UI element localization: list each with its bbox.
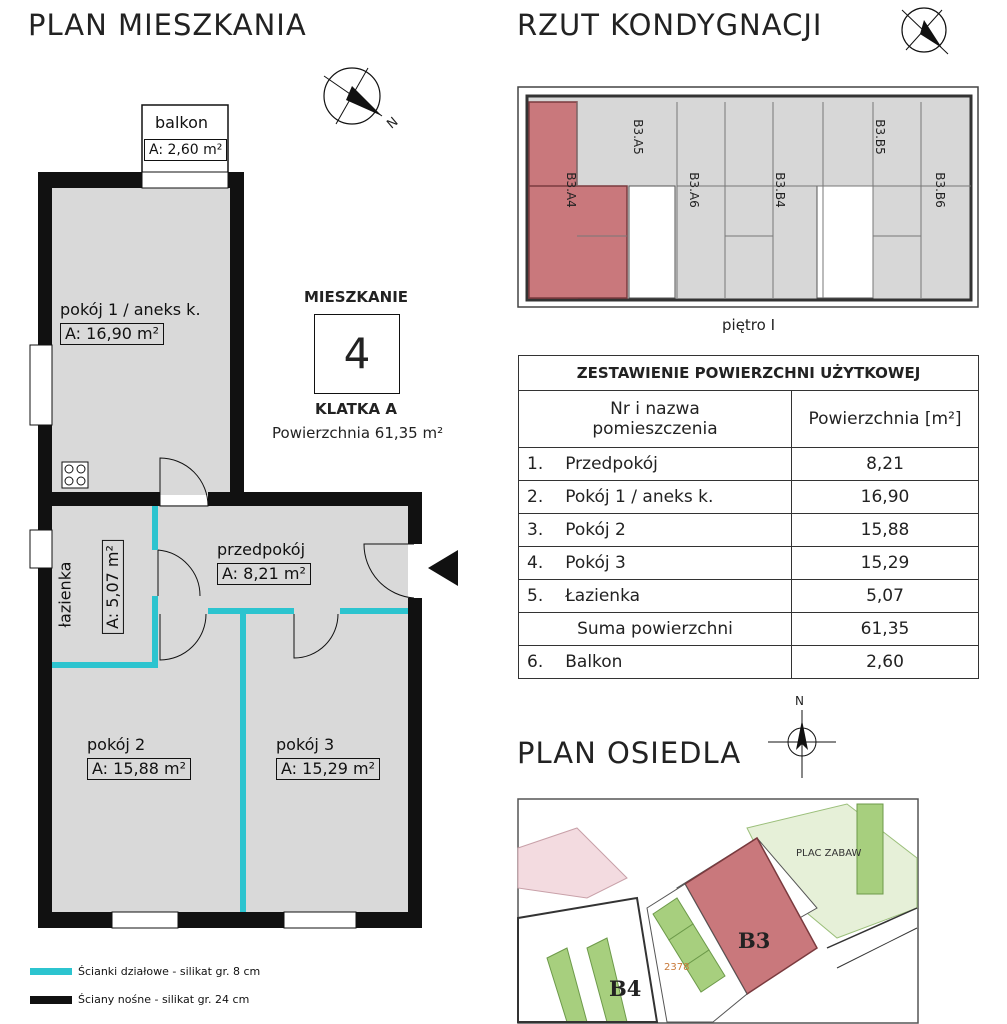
wall-room1-bottom — [38, 492, 160, 506]
wall-room1-right — [230, 172, 244, 505]
unit-label: B3.B6 — [932, 172, 947, 208]
entrance-arrow-icon — [428, 550, 458, 586]
unit-label: B3.A6 — [686, 172, 701, 208]
structural-legend-swatch — [30, 996, 72, 1004]
hall-label: przedpokój — [217, 540, 306, 559]
north-label: N — [795, 694, 804, 708]
building-floor-plan — [517, 86, 979, 308]
building-b3-label: B3 — [738, 928, 771, 953]
wall-hall-top — [208, 492, 422, 506]
room2-label: pokój 2 — [87, 735, 146, 754]
room1-label: pokój 1 / aneks k. — [60, 300, 201, 319]
estate-plan-heading: PLAN OSIEDLA — [517, 736, 742, 770]
balcony-label: balkon — [155, 113, 209, 132]
table-sum-row: Suma powierzchni 61,35 — [519, 613, 979, 646]
area-table — [518, 355, 979, 679]
unit-label: B3.B5 — [872, 119, 887, 155]
apartment-plan-heading: PLAN MIESZKANIA — [28, 8, 307, 42]
wall-top-left — [38, 172, 142, 188]
unit-label: B3.A5 — [630, 119, 645, 155]
apartment-number: 4 — [314, 314, 400, 394]
room3-area: A: 15,29 m² — [276, 758, 380, 780]
plot-number: 2378 — [664, 962, 690, 973]
compass-icon — [306, 66, 406, 142]
table-header-name: Nr i nazwa pomieszczenia — [519, 391, 792, 448]
table-row: 2. Pokój 1 / aneks k. 16,90 — [519, 481, 979, 514]
apartment-label: MIESZKANIE — [303, 288, 409, 306]
table-row: 3. Pokój 2 15,88 — [519, 514, 979, 547]
apartment-floor-plan — [0, 0, 460, 950]
wall-bottom — [38, 912, 422, 928]
wall-right-upper — [408, 492, 422, 544]
table-row: 4. Pokój 3 15,29 — [519, 547, 979, 580]
floor-plan-heading: RZUT KONDYGNACJI — [517, 8, 823, 42]
unit-label: B3.A4 — [563, 172, 578, 208]
room2-area: A: 15,88 m² — [87, 758, 191, 780]
hall-area: A: 8,21 m² — [217, 563, 311, 585]
wall-right-lower — [408, 598, 422, 928]
estate-map — [517, 798, 919, 1024]
room3-label: pokój 3 — [276, 735, 335, 754]
playground-label: PLAC ZABAW — [796, 848, 862, 859]
bathroom-area: A: 5,07 m² — [102, 540, 124, 634]
building-b4-label: B4 — [609, 976, 642, 1001]
compass-north-label: N — [384, 114, 402, 133]
balcony-area: A: 2,60 m² — [144, 139, 227, 161]
table-header-area: Powierzchnia [m²] — [792, 391, 979, 448]
floor-caption: piętro I — [722, 316, 776, 334]
unit-label: B3.B4 — [772, 172, 787, 208]
table-title: ZESTAWIENIE POWIERZCHNI UŻYTKOWEJ — [519, 356, 979, 391]
table-row: 1. Przedpokój 8,21 — [519, 448, 979, 481]
structural-legend-label: Ściany nośne - silikat gr. 24 cm — [78, 993, 250, 1006]
compass-icon — [896, 4, 956, 64]
table-row: 5. Łazienka 5,07 — [519, 580, 979, 613]
partition-legend-label: Ścianki działowe - silikat gr. 8 cm — [78, 965, 261, 978]
table-row: 6. Balkon 2,60 — [519, 646, 979, 679]
partition-legend-swatch — [30, 968, 72, 975]
staircase-label: KLATKA A — [315, 400, 397, 418]
room1-area: A: 16,90 m² — [60, 323, 164, 345]
apartment-area: Powierzchnia 61,35 m² — [272, 424, 444, 442]
bathroom-label: łazienka — [55, 561, 75, 628]
